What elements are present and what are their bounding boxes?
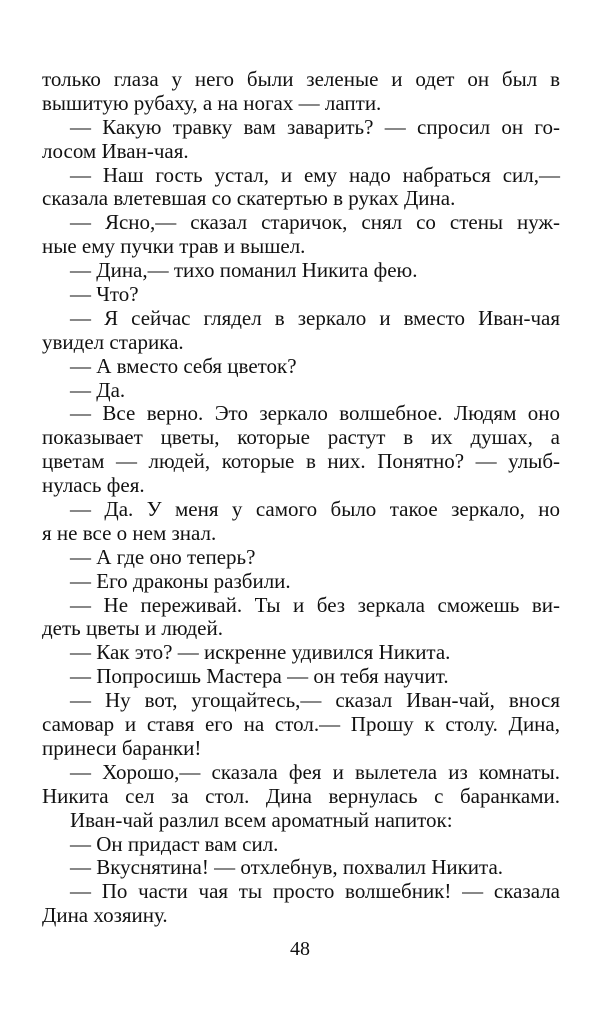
text-line: — Он придаст вам сил. <box>70 831 279 856</box>
text-line: — Дина,— тихо поманил Никита фею. <box>70 258 418 283</box>
text-line: самовар и ставя его на стол.— Прошу к столу. Дина, <box>42 712 560 737</box>
text-line: нулась фея. <box>42 473 145 498</box>
text-line: — Наш гость устал, и ему надо набраться сил,— <box>70 162 560 187</box>
text-line: цветам — людей, которые в них. Понятно? — улыб- <box>42 449 560 474</box>
text-line: — Хорошо,— сказала фея и вылетела из комнаты. <box>70 759 560 784</box>
text-line: только глаза у него были зеленые и одет он был в <box>42 67 560 91</box>
text-line: — Да. <box>70 377 126 402</box>
text-line: — А где оно теперь? <box>70 544 256 569</box>
text-line: — Вкуснятина! — отхлебнув, похвалил Никита. <box>70 855 504 880</box>
body-text <box>42 68 560 928</box>
text-line: — Его драконы разбили. <box>70 568 291 593</box>
text-line: — А вместо себя цветок? <box>70 353 297 378</box>
text-line: увидел старика. <box>42 329 184 354</box>
text-line: показывает цветы, которые растут в их душах, а <box>42 425 560 450</box>
text-line: — Что? <box>70 282 139 307</box>
text-line: — Ну вот, угощайтесь,— сказал Иван-чай, внося <box>70 688 560 713</box>
text-line: деть цветы и людей. <box>42 616 223 641</box>
text-line: — Я сейчас глядел в зеркало и вместо Иван-чая <box>70 305 560 330</box>
text-line: — По части чая ты просто волшебник! — сказала <box>70 879 560 904</box>
text-line: — Не переживай. Ты и без зеркала сможешь ви- <box>70 592 560 617</box>
text-line: — Как это? — искренне удивился Никита. <box>70 640 451 665</box>
text-line: я не все о нем знал. <box>42 520 217 545</box>
text-line: Иван-чай разлил всем ароматный напиток: <box>70 807 453 832</box>
text-line: — Ясно,— сказал старичок, снял со стены нуж- <box>70 210 560 235</box>
text-line: принеси баранки! <box>42 735 202 760</box>
text-line: лосом Иван-чая. <box>42 138 189 163</box>
text-line: сказала влетевшая со скатертью в руках Дина. <box>42 186 456 211</box>
text-line: — Все верно. Это зеркало волшебное. Людям оно <box>70 401 560 426</box>
text-line: Никита сел за стол. Дина вернулась с баранками. <box>42 783 560 808</box>
text-line: ные ему пучки трав и вышел. <box>42 234 306 259</box>
text-line: — Да. У меня у самого было такое зеркало, но <box>70 497 560 522</box>
text-line: Дина хозяину. <box>42 903 168 928</box>
text-line: вышитую рубаху, а на ногах — лапти. <box>42 90 382 115</box>
text-line: — Какую травку вам заварить? — спросил он го- <box>70 114 560 139</box>
text-line: — Попросишь Мастера — он тебя научит. <box>70 664 449 689</box>
page-number: 48 <box>290 938 310 960</box>
